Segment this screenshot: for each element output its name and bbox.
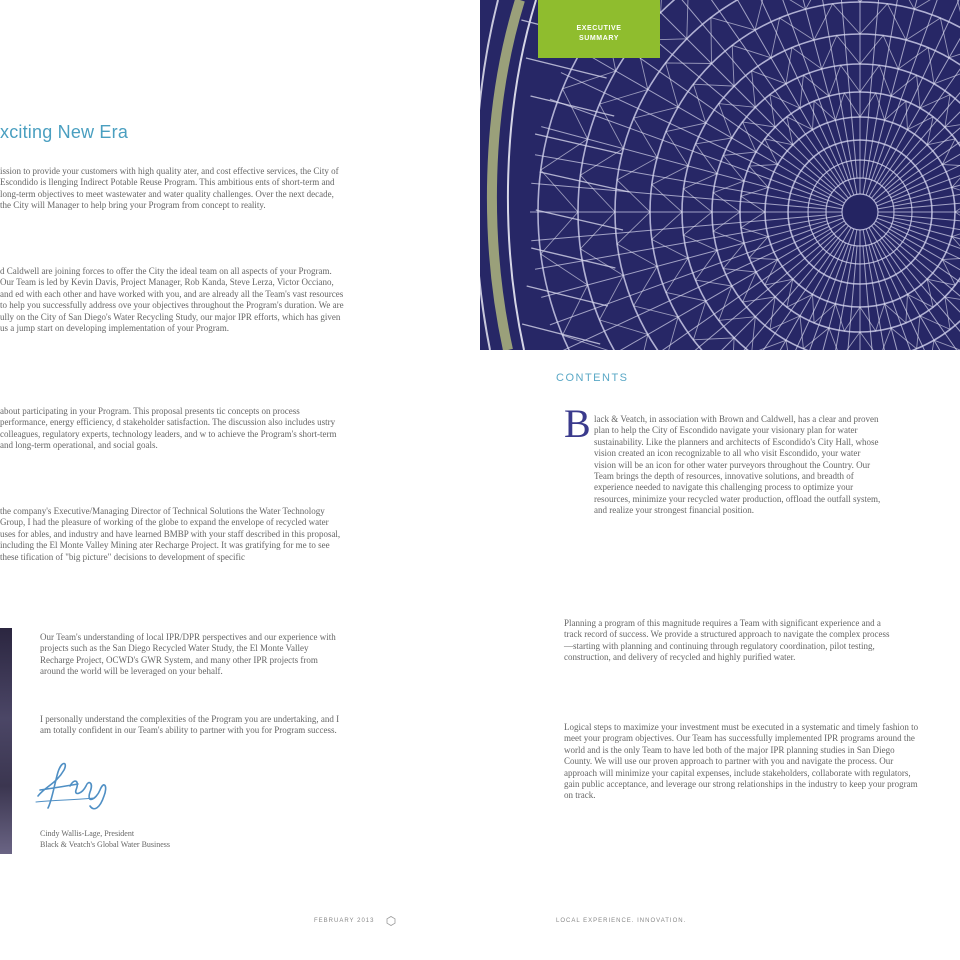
body-paragraph-4: the company's Executive/Managing Director of Technical Solutions the Water Technology Group, I had the pleasure of working of the globe to expand the envelope of recycled water uses for ables, and industry and have learned BMBP with your staff described in this proposal, including the El Monte Valley Mining ater Recharge Project. It was gratifying for me to see these tification of "big picture" decisions to development of specific — [0, 506, 341, 562]
section-heading: xciting New Era — [0, 122, 129, 142]
signature-name: Cindy Wallis-Lage, President — [40, 829, 135, 838]
contents-heading: CONTENTS — [556, 372, 629, 384]
left-footer: FEBRUARY 2013 — [314, 918, 375, 924]
section-badge — [538, 0, 660, 58]
body-paragraph-2: d Caldwell are joining forces to offer the City the ideal team on all aspects of your Program. Our Team is led by Kevin Davis, Project Manager, Rob Kanda, Steve Lerza, Victor Occiano, and ed with each other and have worked with you, and are already all the Team's vast resources to help you successfully address ove your objectives throughout the Program's duration. We are ully on the City of San Diego's Water Recycling Study, our major IPR efforts, which has given us a jump start on developing implementation of your Program. — [0, 266, 344, 334]
drop-cap: B — [564, 401, 591, 446]
quote-paragraph-1: Our Team's understanding of local IPR/DPR perspectives and our experience with projects such as the San Diego Recycled Water Study, the El Monte Valley Recharge Project, OCWD's GWR System, and many other IPR projects from around the world will be leveraged on your behalf. — [40, 632, 336, 677]
quote-paragraph-2: I personally understand the complexities of the Program you are undertaking, and I am totally confident in our Team's ability to partner with you for Program success. — [40, 714, 340, 736]
body-paragraph-3: about participating in your Program. This proposal presents tic concepts on process performance, energy efficiency, d stakeholder satisfaction. The discussion also includes ustry colleagues, regulatory experts, technology leaders, and w to achieve the Program's short-term and long-term operational, and social goals. — [0, 406, 337, 451]
contents-paragraph-1: lack & Veatch, in association with Brown and Caldwell, has a clear and proven plan to help the City of Escondido navigate your visionary plan for water sustainability. Like the planners and architects of Escondido's City Hall, whose vision created an icon recognizable to all who visit Escondido, your water vision will be an icon for other water purveyors throughout the Country. Our Team brings the depth of resources, innovative solutions, and breadth of experience needed to navigate this challenging process to optimize your resources, minimize your recycled water production, offload the outfall system, and realize your strongest financial position. — [594, 414, 881, 516]
signature-block — [40, 828, 170, 850]
hexagon-icon — [386, 916, 396, 926]
contents-paragraph-3: Logical steps to maximize your investment must be executed in a systematic and timely fashion to meet your program objectives. Our Team has successfully implemented IPR programs around the world and is the only Team to have led both of the major IPR planning studies in San Diego County. We will use our proven approach to partner with you and navigate the process. Our approach will minimize your capital expenses, include stakeholders, collaborate with regulators, gain public acceptance, and leverage our strong relationships in the industry to keep your program on track. — [564, 722, 919, 801]
signature-image — [34, 756, 134, 816]
body-paragraph-1: ission to provide your customers with high quality ater, and cost effective services, the City of Escondido is llenging Indirect Potable Reuse Program. This ambitious ents of short-term and long-term objectives to meet wastewater and water quality challenges. Over the next decade, the City will Manager to help bring your Program from concept to reality. — [0, 166, 339, 211]
contents-paragraph-2: Planning a program of this magnitude requires a Team with significant experience and a track record of success. We provide a structured approach to navigate the complex process—starting with planning and continuing through regulatory coordination, pilot testing, construction, and delivery of recycled and highly purified water. — [564, 618, 890, 663]
badge-line-2: SUMMARY — [578, 35, 620, 42]
left-page — [0, 0, 470, 960]
portrait-photo — [0, 628, 12, 854]
signature-title: Black & Veatch's Global Water Business — [40, 840, 171, 849]
badge-line-1: EXECUTIVE — [576, 25, 622, 32]
right-footer: LOCAL EXPERIENCE. INNOVATION. — [556, 918, 687, 924]
right-page — [470, 0, 960, 960]
